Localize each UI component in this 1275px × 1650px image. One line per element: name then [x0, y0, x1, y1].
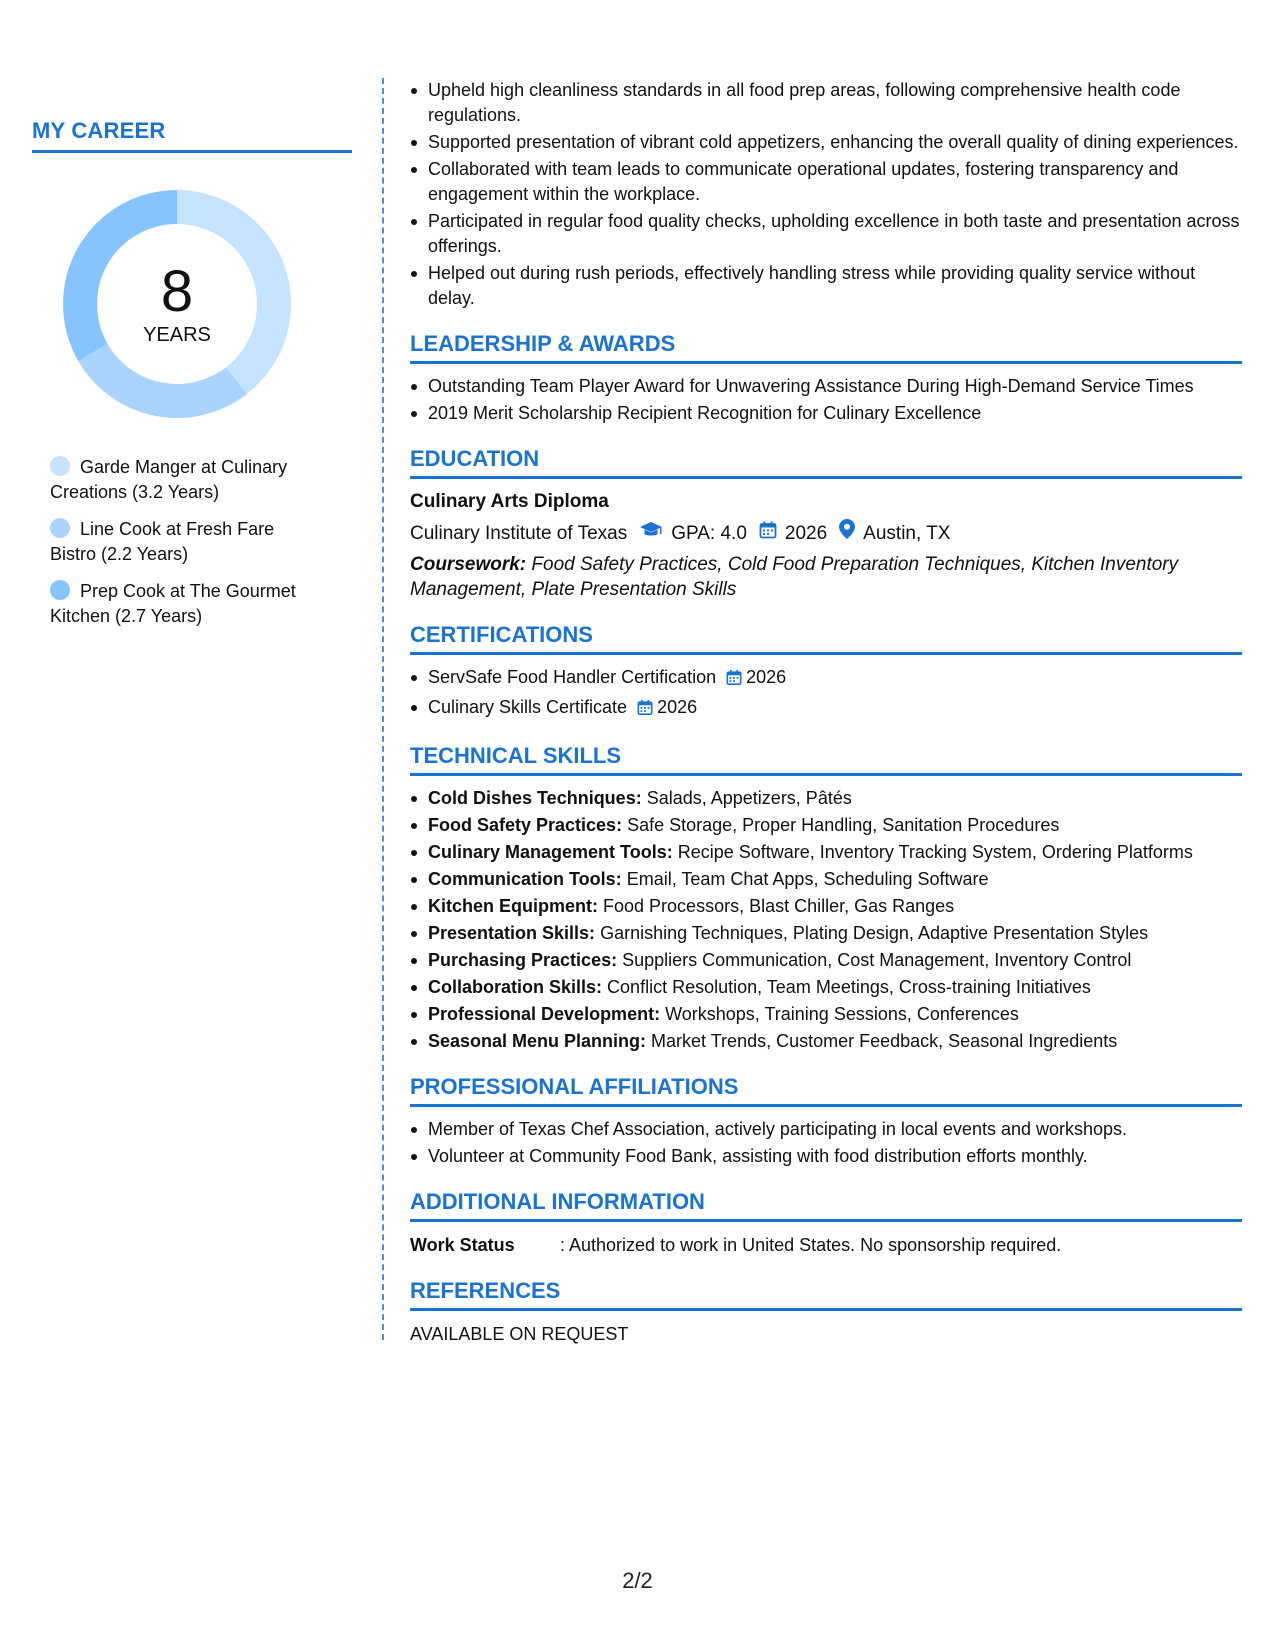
skill-value: Salads, Appetizers, Pâtés [646, 788, 852, 808]
career-sidebar [32, 118, 352, 641]
certification-name: ServSafe Food Handler Certification [428, 667, 717, 687]
calendar-icon [637, 698, 653, 723]
experience-bullets [410, 78, 1242, 311]
graduation-cap-icon [639, 520, 663, 548]
legend-dot-icon [50, 580, 70, 600]
career-legend [50, 455, 320, 629]
skill-label: Kitchen Equipment: [428, 896, 598, 916]
list-item [428, 695, 1242, 723]
list-item [428, 786, 1242, 811]
career-total-years: 8 [160, 258, 194, 324]
skill-label: Professional Development: [428, 1004, 661, 1024]
main-content [410, 78, 1242, 1347]
work-status-label: Work Status [410, 1235, 515, 1255]
school-name: Culinary Institute of Texas [410, 522, 628, 544]
column-divider [382, 78, 384, 1340]
legend-label: Garde Manger at Culinary Creations (3.2 Years) [50, 457, 288, 502]
certification-year: 2026 [746, 667, 787, 687]
skill-label: Food Safety Practices: [428, 815, 623, 835]
skill-label: Collaboration Skills: [428, 977, 603, 997]
skill-value: Workshops, Training Sessions, Conferences [665, 1004, 1019, 1024]
list-item [428, 840, 1242, 865]
list-item: Upheld high cleanliness standards in all food prep areas, following comprehensive health code regulations. [428, 78, 1242, 128]
affiliations-list [410, 1117, 1242, 1169]
skill-label: Culinary Management Tools: [428, 842, 673, 862]
legend-dot-icon [50, 518, 70, 538]
skills-list [410, 786, 1242, 1054]
list-item: Member of Texas Chef Association, actively participating in local events and workshops. [428, 1117, 1242, 1142]
career-donut-chart [62, 189, 292, 419]
list-item: Collaborated with team leads to communicate operational updates, fostering transparency and engagement within the workplace. [428, 157, 1242, 207]
certifications-list [410, 665, 1242, 723]
skill-label: Cold Dishes Techniques: [428, 788, 642, 808]
affiliations-heading: PROFESSIONAL AFFILIATIONS [410, 1074, 1242, 1107]
list-item [428, 813, 1242, 838]
skill-label: Purchasing Practices: [428, 950, 618, 970]
legend-item [50, 579, 320, 629]
list-item [428, 867, 1242, 892]
list-item: 2019 Merit Scholarship Recipient Recognition for Culinary Excellence [428, 401, 1242, 426]
list-item [428, 1002, 1242, 1027]
skill-label: Presentation Skills: [428, 923, 596, 943]
skill-value: Safe Storage, Proper Handling, Sanitation Procedures [627, 815, 1060, 835]
leadership-heading: LEADERSHIP & AWARDS [410, 331, 1242, 364]
list-item [428, 948, 1242, 973]
list-item: Volunteer at Community Food Bank, assisting with food distribution efforts monthly. [428, 1144, 1242, 1169]
education-meta [410, 519, 1242, 548]
skills-heading: TECHNICAL SKILLS [410, 743, 1242, 776]
skill-label: Communication Tools: [428, 869, 622, 889]
skill-value: Food Processors, Blast Chiller, Gas Ranges [603, 896, 955, 916]
work-status-row [410, 1232, 1242, 1258]
list-item: Supported presentation of vibrant cold appetizers, enhancing the overall quality of dining experiences. [428, 130, 1242, 155]
references-heading: REFERENCES [410, 1278, 1242, 1311]
list-item: Participated in regular food quality checks, upholding excellence in both taste and presentation across offerings. [428, 209, 1242, 259]
coursework-list: Food Safety Practices, Cold Food Preparation Techniques, Kitchen Inventory Management, Plate Presentation Skills [410, 554, 1179, 600]
certification-name: Culinary Skills Certificate [428, 697, 628, 717]
additional-info-heading: ADDITIONAL INFORMATION [410, 1189, 1242, 1222]
gpa: GPA: 4.0 [671, 522, 747, 544]
page-number: 2/2 [622, 1568, 653, 1593]
list-item [428, 975, 1242, 1000]
certification-year: 2026 [657, 697, 698, 717]
legend-item [50, 517, 320, 567]
education-heading: EDUCATION [410, 446, 1242, 479]
calendar-icon [726, 668, 742, 693]
graduation-year: 2026 [784, 522, 828, 544]
location-pin-icon [839, 519, 855, 548]
legend-item [50, 455, 320, 505]
certifications-heading: CERTIFICATIONS [410, 622, 1242, 655]
career-title: MY CAREER [32, 118, 352, 153]
skill-value: Market Trends, Customer Feedback, Seasonal Ingredients [651, 1031, 1118, 1051]
degree-title: Culinary Arts Diploma [410, 491, 609, 512]
list-item [428, 1029, 1242, 1054]
skill-value: Email, Team Chat Apps, Scheduling Software [626, 869, 989, 889]
work-status-value: : Authorized to work in United States. No sponsorship required. [560, 1235, 1062, 1255]
list-item [428, 921, 1242, 946]
skill-value: Conflict Resolution, Team Meetings, Cross-training Initiatives [607, 977, 1091, 997]
list-item [428, 894, 1242, 919]
list-item: Outstanding Team Player Award for Unwavering Assistance During High-Demand Service Times [428, 374, 1242, 399]
references-text: AVAILABLE ON REQUEST [410, 1324, 629, 1344]
leadership-list [410, 374, 1242, 426]
coursework-label: Coursework: [410, 554, 527, 575]
skill-label: Seasonal Menu Planning: [428, 1031, 647, 1051]
skill-value: Garnishing Techniques, Plating Design, Adaptive Presentation Styles [600, 923, 1149, 943]
list-item [428, 665, 1242, 693]
career-years-label: YEARS [143, 323, 211, 346]
skill-value: Recipe Software, Inventory Tracking System, Ordering Platforms [677, 842, 1193, 862]
legend-dot-icon [50, 456, 70, 476]
calendar-icon [759, 520, 777, 548]
coursework [410, 552, 1242, 602]
school-location: Austin, TX [863, 522, 951, 544]
list-item: Helped out during rush periods, effectively handling stress while providing quality service without delay. [428, 261, 1242, 311]
legend-label: Line Cook at Fresh Fare Bistro (2.2 Years) [50, 519, 275, 564]
skill-value: Suppliers Communication, Cost Management, Inventory Control [622, 950, 1132, 970]
legend-label: Prep Cook at The Gourmet Kitchen (2.7 Years) [50, 581, 296, 626]
